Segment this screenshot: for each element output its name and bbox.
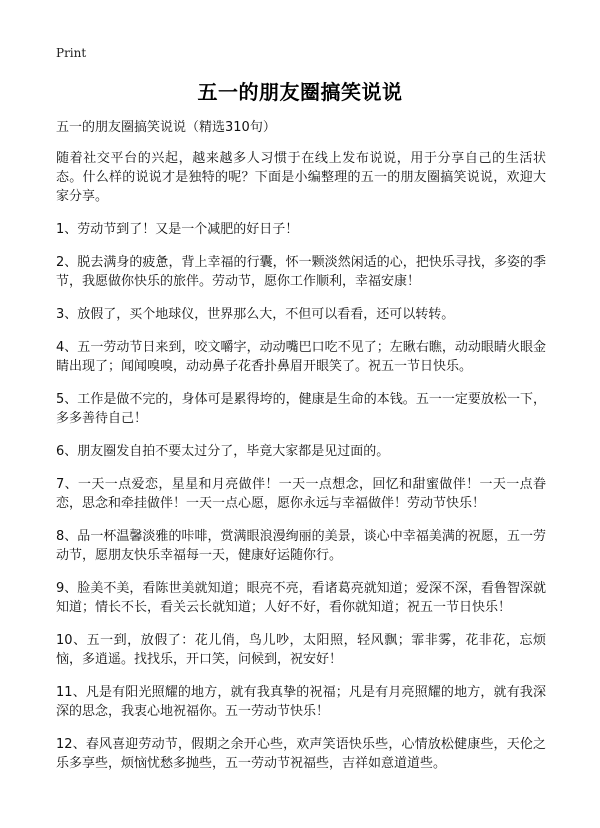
- article-subtitle: 五一的朋友圈搞笑说说（精选310句）: [56, 120, 276, 135]
- list-item-text: 9、脸美不美，看陈世美就知道；眼亮不亮，看诸葛亮就知道；爱深不深，看鲁智深就知道；情长不长，看关云长就知道；人好不好，看你就知道；祝五一节日快乐！: [56, 581, 546, 615]
- list-item-text: 4、五一劳动节日来到，咬文嚼字，动动嘴巴口吃不见了；左瞅右瞧，动动眼睛火眼金睛出现了；闻闻嗅嗅，动动鼻子花香扑鼻眉开眼笑了。祝五一节日快乐。: [56, 340, 546, 374]
- list-item: [56, 475, 546, 513]
- list-item: [56, 390, 546, 428]
- list-item-text: 12、春风喜迎劳动节，假期之余开心些，欢声笑语快乐些，心情放松健康些，天伦之乐多享些，烦恼忧愁多抛些，五一劳动节祝福些，吉祥如意道道些。: [56, 737, 546, 771]
- list-item: [56, 527, 546, 565]
- list-item-text: 7、一天一点爱恋，星星和月亮做伴！一天一点想念，回忆和甜蜜做伴！一天一点眷恋，思念和牵挂做伴！一天一点心愿，愿你永远与幸福做伴！劳动节快乐！: [56, 477, 546, 511]
- list-item-text: 8、品一杯温馨淡雅的咔啡，赏满眼浪漫绚丽的美景，谈心中幸福美满的祝愿，五一劳动节，愿朋友快乐幸福每一天，健康好运随你行。: [56, 529, 546, 563]
- article-intro: 随着社交平台的兴起，越来越多人习惯于在线上发布说说，用于分享自己的生活状态。什么样的说说才是独特的呢？下面是小编整理的五一的朋友圈搞笑说说，欢迎大家分享。: [56, 151, 546, 204]
- page-title: 五一的朋友圈搞笑说说: [197, 80, 403, 104]
- list-item-text: 5、工作是做不完的，身体可是累得垮的，健康是生命的本钱。五一一定要放松一下，多多善待自己！: [56, 392, 546, 426]
- list-item: [56, 305, 546, 324]
- list-item: [56, 220, 546, 239]
- print-link[interactable]: Print: [56, 46, 87, 60]
- list-item: [56, 579, 546, 617]
- list-item: [56, 253, 546, 291]
- list-item: [56, 442, 546, 461]
- list-item-text: 10、五一到，放假了：花儿俏，鸟儿吵，太阳照，轻风飘；霏非雾，花非花，忘烦恼，多逍遥。找找乐，开口笑，问候到，祝安好！: [56, 633, 546, 667]
- list-item-text: 11、凡是有阳光照耀的地方，就有我真挚的祝福；凡是有月亮照耀的地方，就有我深深的思念，我衷心地祝福你。五一劳动节快乐！: [56, 685, 546, 719]
- list-item: [56, 735, 546, 773]
- list-item-text: 2、脱去满身的疲惫，背上幸福的行囊，怀一颗淡然闲适的心，把快乐寻找，多姿的季节，我愿做你快乐的旅伴。劳动节，愿你工作顺利，幸福安康！: [56, 255, 546, 289]
- list-item: [56, 683, 546, 721]
- article-body: [56, 118, 546, 787]
- list-item-text: 3、放假了，买个地球仪，世界那么大，不但可以看看，还可以转转。: [56, 307, 455, 322]
- list-item: [56, 631, 546, 669]
- list-item-text: 1、劳动节到了！又是一个减肥的好日子！: [56, 222, 299, 237]
- list-item: [56, 338, 546, 376]
- list-item-text: 6、朋友圈发自拍不要太过分了，毕竟大家都是见过面的。: [56, 444, 390, 459]
